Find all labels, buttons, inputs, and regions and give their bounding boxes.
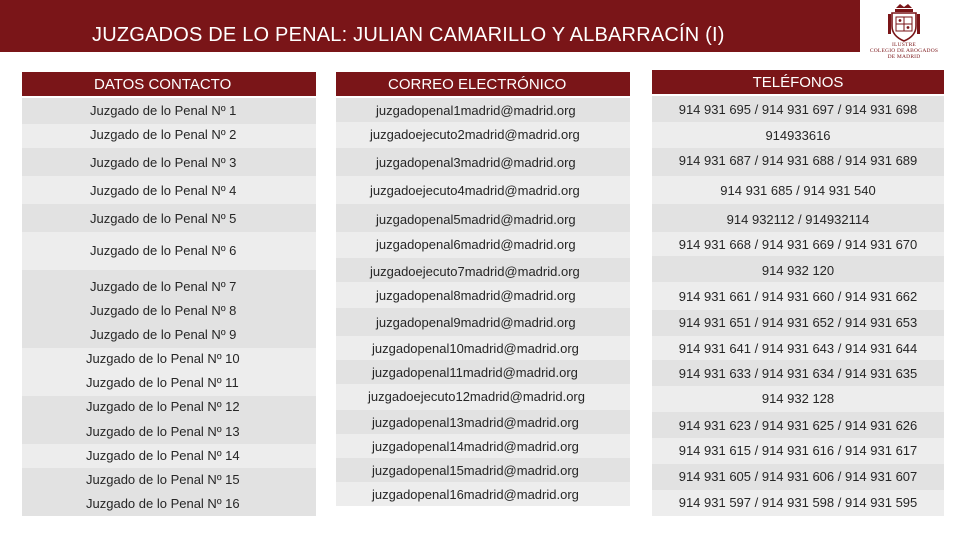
email-cell: juzgadopenal5madrid@madrid.org: [376, 211, 576, 227]
page-title: JUZGADOS DE LO PENAL: JULIAN CAMARILLO Y ALBARRACÍN (I): [92, 24, 725, 46]
email-cell: juzgadopenal13madrid@madrid.org: [372, 414, 579, 430]
contact-cell: Juzgado de lo Penal Nº 9: [90, 326, 237, 342]
phone-cell: 914 931 685 / 914 931 540: [720, 182, 876, 198]
contact-cell: Juzgado de lo Penal Nº 8: [90, 302, 237, 318]
phone-cell: 914 931 605 / 914 931 606 / 914 931 607: [678, 468, 918, 484]
contact-cell: Juzgado de lo Penal Nº 2: [90, 126, 237, 142]
contact-cell: Juzgado de lo Penal Nº 7: [90, 278, 237, 294]
contact-cell: Juzgado de lo Penal Nº 16: [86, 495, 240, 511]
phone-cell: 914 931 597 / 914 931 598 / 914 931 595: [678, 494, 918, 510]
phone-cell: 914 931 651 / 914 931 652 / 914 931 653: [678, 314, 918, 330]
contact-cell: Juzgado de lo Penal Nº 5: [90, 210, 237, 226]
contact-cell: Juzgado de lo Penal Nº 14: [86, 447, 240, 463]
email-cell: juzgadopenal6madrid@madrid.org: [376, 236, 576, 252]
logo-caption-line-3: DE MADRID: [887, 54, 921, 60]
email-cell: juzgadoejecuto12madrid@madrid.org: [368, 388, 585, 404]
contact-header: DATOS CONTACTO: [22, 72, 316, 96]
phone-cell: 914 932 128: [761, 390, 835, 406]
email-cell: juzgadoejecuto7madrid@madrid.org: [370, 263, 580, 279]
email-cell: juzgadopenal3madrid@madrid.org: [376, 154, 576, 170]
phone-cell: 914 931 623 / 914 931 625 / 914 931 626: [678, 417, 918, 433]
contact-cell: Juzgado de lo Penal Nº 13: [86, 423, 240, 439]
email-cell: juzgadopenal9madrid@madrid.org: [376, 314, 576, 330]
contact-cell: Juzgado de lo Penal Nº 10: [86, 350, 240, 366]
contact-cell: Juzgado de lo Penal Nº 12: [86, 398, 240, 414]
email-cell: juzgadoejecuto2madrid@madrid.org: [370, 126, 580, 142]
contact-cell: Juzgado de lo Penal Nº 11: [86, 374, 239, 390]
email-cell: juzgadopenal10madrid@madrid.org: [372, 340, 579, 356]
email-cell: juzgadopenal14madrid@madrid.org: [372, 438, 579, 454]
contact-cell: Juzgado de lo Penal Nº 15: [86, 471, 240, 487]
logo-caption-line-2: COLEGIO DE ABOGADOS: [869, 48, 939, 54]
phone-cell: 914933616: [765, 127, 831, 143]
email-cell: juzgadopenal8madrid@madrid.org: [376, 287, 576, 303]
phone-cell: 914 931 661 / 914 931 660 / 914 931 662: [678, 288, 918, 304]
contact-cell: Juzgado de lo Penal Nº 3: [90, 154, 237, 170]
phone-cell: 914 931 633 / 914 931 634 / 914 931 635: [678, 365, 918, 381]
email-cell: juzgadoejecuto4madrid@madrid.org: [370, 182, 580, 198]
email-cell: juzgadopenal1madrid@madrid.org: [376, 102, 576, 118]
phone-cell: 914 931 695 / 914 931 697 / 914 931 698: [678, 101, 918, 117]
phone-cell: 914 932 120: [761, 262, 835, 278]
email-header: CORREO ELECTRÓNICO: [336, 72, 630, 96]
phones-header: TELÉFONOS: [652, 70, 944, 94]
email-cell: juzgadopenal15madrid@madrid.org: [372, 462, 579, 478]
phone-cell: 914 932112 / 914932114: [726, 211, 870, 227]
logo-caption-line-1: ILUSTRE: [891, 42, 916, 48]
phone-cell: 914 931 615 / 914 931 616 / 914 931 617: [678, 442, 918, 458]
contact-column: [22, 0, 316, 540]
phone-cell: 914 931 687 / 914 931 688 / 914 931 689: [678, 152, 918, 168]
contact-cell: Juzgado de lo Penal Nº 6: [90, 242, 237, 258]
contact-cell: Juzgado de lo Penal Nº 4: [90, 182, 237, 198]
contact-cell: Juzgado de lo Penal Nº 1: [90, 102, 237, 118]
phone-cell: 914 931 668 / 914 931 669 / 914 931 670: [678, 236, 918, 252]
email-cell: juzgadopenal11madrid@madrid.org: [372, 364, 578, 380]
email-cell: juzgadopenal16madrid@madrid.org: [372, 486, 579, 502]
email-column: [336, 0, 630, 540]
phones-column: [652, 0, 944, 540]
phone-cell: 914 931 641 / 914 931 643 / 914 931 644: [678, 340, 918, 356]
